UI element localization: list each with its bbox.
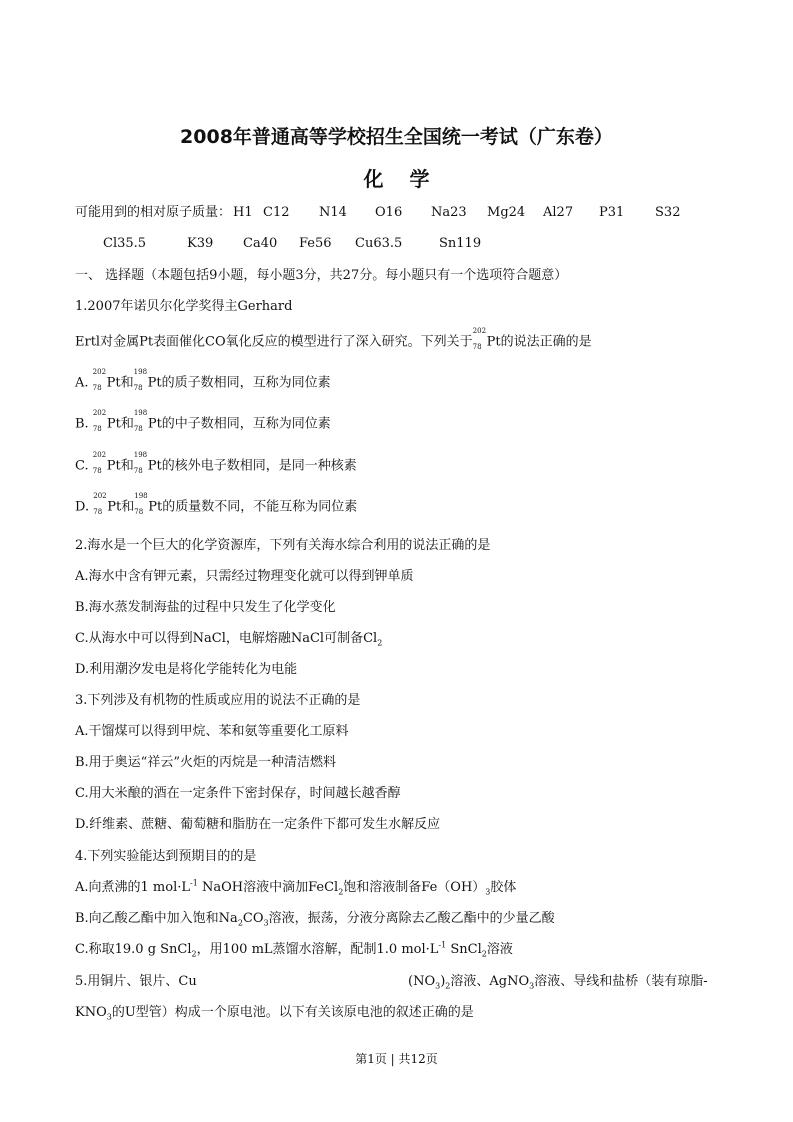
mass-item: N14	[319, 205, 347, 220]
q5-stem-line1-start: 5.用铜片、银片、Cu	[75, 974, 197, 989]
mass-item: C12	[263, 205, 290, 220]
mass-item: Mg24	[487, 205, 526, 220]
q4-option-a: A.向煮沸的1 $mol\cdot L^{-1}$ NaOH溶液中滴加FeCl$_2$饱和溶液制备$Fe(OH)_3$胶体	[75, 878, 517, 897]
q1-option-b: B. 202 78 Pt和 198 78 Pt的中子数相同，互称为同位素	[75, 409, 331, 433]
atomic-masses-label: 可能用到的相对原子质量：	[75, 205, 232, 220]
q4-option-b: B.向乙酸乙酯中加入饱和$Na_2CO_3$溶液，振荡，分液分离除去乙酸乙酯中的少量乙酸	[75, 911, 555, 928]
nuclide-pt202: 202 78	[92, 409, 107, 433]
section-heading: 一、 选择题（本题包括9小题，每小题3分，共27分。每小题只有一个选项符合题意）	[75, 268, 568, 283]
q3-option-b: B.用于奥运“祥云”火炬的丙烷是一种清洁燃料	[75, 755, 336, 770]
mass-item: Sn119	[439, 236, 482, 251]
atomic-masses-row2	[103, 235, 481, 253]
q4-stem: 4.下列实验能达到预期目的的是	[75, 849, 257, 864]
q2-stem: 2.海水是一个巨大的化学资源库，下列有关海水综合利用的说法正确的是	[75, 538, 491, 553]
mass-item: Fe56	[299, 236, 332, 251]
page-footer: 第1页 | 共12页	[355, 1052, 438, 1066]
nuclide-pt198: 198 78	[133, 451, 148, 475]
mass-item: H1	[233, 205, 253, 220]
q1-stem-line1: 1.2007年诺贝尔化学奖得主Gerhard	[75, 299, 293, 314]
q1-stem-line2	[75, 327, 592, 352]
nuclide-pt202: 202 78	[92, 451, 107, 475]
mass-item: S32	[655, 205, 681, 220]
nuclide-pt198: 198 78	[134, 492, 148, 516]
q2-option-d: D.利用潮汐发电是将化学能转化为电能	[75, 662, 298, 677]
mass-item: Al27	[543, 205, 574, 220]
q3-option-c: C.用大米酿的酒在一定条件下密封保存，时间越长越香醇	[75, 786, 401, 801]
q1-option-c: C. 202 78 Pt和 198 78 Pt的核外电子数相同，是同一种核素	[75, 451, 357, 475]
nuclide-pt202: 202 78	[472, 327, 487, 351]
q1-option-d: D. 202 78 Pt和 198 78 Pt的质量数不同，不能互称为同位素	[75, 492, 358, 516]
q5-stem-line2: $KNO_3$的U型管）构成一个原电池。以下有关该原电池的叙述正确的是	[75, 1005, 474, 1022]
q2-option-a: A.海水中含有钾元素，只需经过物理变化就可以得到钾单质	[75, 569, 414, 584]
nuclide-pt198: 198 78	[133, 368, 148, 392]
q3-option-a: A.干馏煤可以得到甲烷、苯和氨等重要化工原料	[75, 724, 349, 739]
mass-item: P31	[599, 205, 625, 220]
q5-stem-line1-end: $(NO_3)_2$溶液、AgNO$_3$溶液、导线和盐桥（装有琼脂-	[408, 974, 708, 991]
q2-option-c: C.从海水中可以得到NaCl，电解熔融NaCl可制备$Cl_2$	[75, 631, 383, 648]
q4-option-c: C.称取19.0 g SnCl$_2$，用100 mL蒸馏水溶解，配制1.0 $mol\cdot L^{-1}$ SnCl$_2$溶液	[75, 940, 513, 959]
mass-item: O16	[375, 205, 403, 220]
q1-stem-text: Ertl对金属Pt表面催化CO氧化反应的模型进行了深入研究。下列关于	[75, 334, 473, 350]
q1-option-a: A. 202 78 Pt和 198 78 Pt的质子数相同，互称为同位素	[75, 368, 331, 392]
mass-item: Ca40	[243, 236, 278, 251]
nuclide-pt202: 202 78	[93, 492, 107, 516]
mass-item: K39	[187, 236, 214, 251]
mass-item: Cu63.5	[355, 236, 403, 251]
nuclide-pt202: 202 78	[92, 368, 107, 392]
atomic-masses-row1	[75, 204, 680, 222]
subject-title: 化学	[363, 167, 456, 191]
exam-title: 2008年普通高等学校招生全国统一考试（广东卷）	[180, 126, 613, 148]
q1-stem-text-end: Pt的说法正确的是	[486, 334, 592, 350]
nuclide-pt198: 198 78	[133, 409, 148, 433]
mass-item: Na23	[431, 205, 467, 220]
q2-option-b: B.海水蒸发制海盐的过程中只发生了化学变化	[75, 600, 336, 615]
q3-stem: 3.下列涉及有机物的性质或应用的说法不正确的是	[75, 693, 361, 708]
mass-item: Cl35.5	[103, 236, 147, 251]
q3-option-d: D.纤维素、蔗糖、葡萄糖和脂肪在一定条件下都可发生水解反应	[75, 817, 441, 832]
